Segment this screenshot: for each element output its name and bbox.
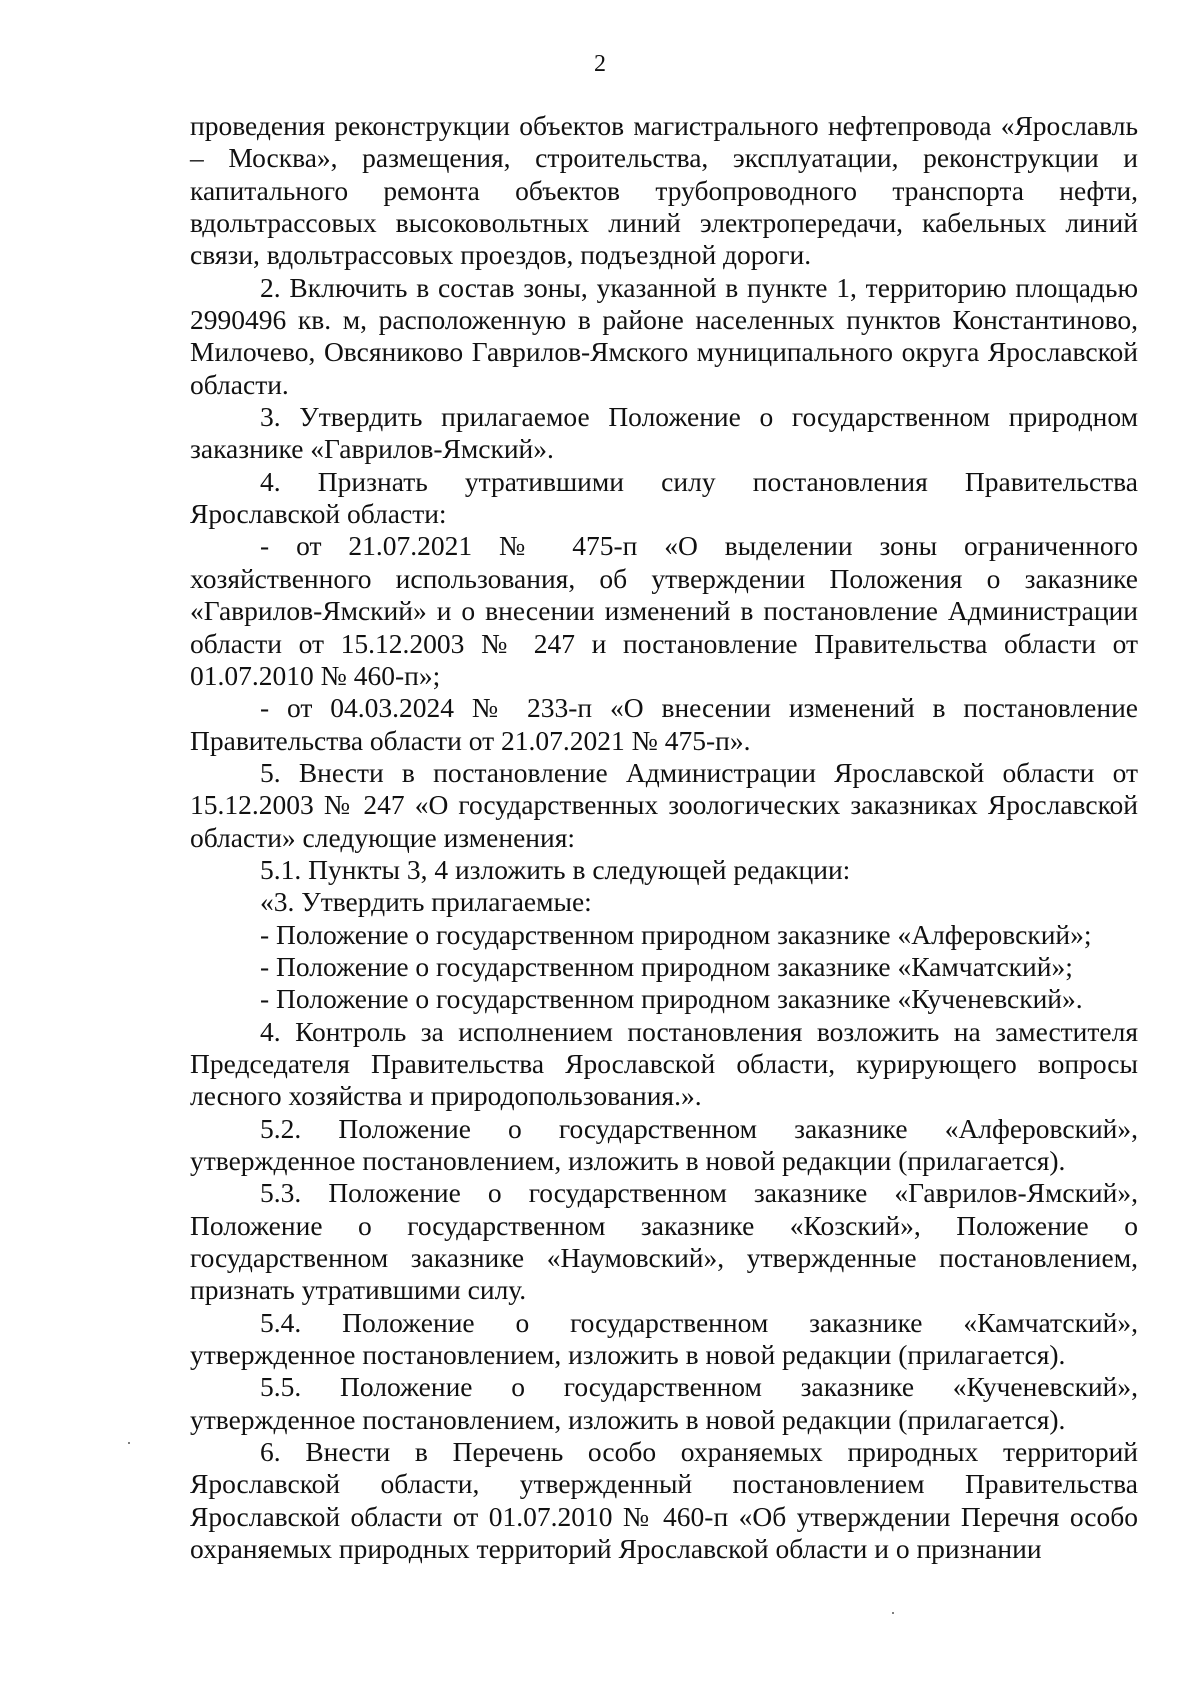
- scan-speck: [128, 1442, 130, 1444]
- paragraph: 6. Внести в Перечень особо охраняемых природных территорий Ярославской области, утвержденный постановлением Правительства Ярославской области от 01.07.2010 № 460-п «Об утверждении Перечня особо охраняемых природных территорий Ярославской области и о признании: [190, 1436, 1138, 1565]
- paragraph: 5.4. Положение о государственном заказнике «Камчатский», утвержденное постановлением, изложить в новой редакции (прилагается).: [190, 1306, 1138, 1371]
- paragraph: 2. Включить в состав зоны, указанной в пункте 1, территорию площадью 2990496 кв. м, расположенную в районе населенных пунктов Константиново, Милочево, Овсяниково Гаврилов-Ямского муниципального округа Ярославской области.: [190, 271, 1138, 400]
- paragraph: проведения реконструкции объектов магистрального нефтепровода «Ярославль – Москва», размещения, строительства, эксплуатации, реконструкции и капитального ремонта объектов трубопроводного транспорта нефти, вдольтрассовых высоковольтных линий электропередачи, кабельных линий связи, вдольтрассовых проездов, подъездной дороги.: [190, 110, 1138, 271]
- paragraph: 4. Признать утратившими силу постановления Правительства Ярославской области:: [190, 465, 1138, 530]
- document-body: [190, 110, 1138, 1565]
- paragraph: «3. Утвердить прилагаемые:: [260, 886, 592, 918]
- paragraph: - Положение о государственном природном заказнике «Камчатский»;: [260, 950, 1073, 982]
- paragraph: 5.2. Положение о государственном заказнике «Алферовский», утвержденное постановлением, изложить в новой редакции (прилагается).: [190, 1112, 1138, 1176]
- paragraph: 3. Утвердить прилагаемое Положение о государственном природном заказнике «Гаврилов-Ямский».: [190, 401, 1138, 465]
- paragraph: - Положение о государственном природном заказнике «Алферовский»;: [260, 918, 1092, 950]
- paragraph: - от 04.03.2024 № 233-п «О внесении изменений в постановление Правительства области от 21.07.2021 № 475-п».: [190, 692, 1138, 756]
- paragraph: 5. Внести в постановление Администрации Ярославской области от 15.12.2003 № 247 «О государственных зоологических заказниках Ярославской области» следующие изменения:: [190, 756, 1138, 853]
- paragraph: - Положение о государственном природном заказнике «Кученевский».: [260, 983, 1083, 1015]
- paragraph: 5.3. Положение о государственном заказнике «Гаврилов-Ямский», Положение о государственном заказнике «Козский», Положение о государственном заказнике «Наумовский», утвержденные постановлением, признать утратившими силу.: [190, 1177, 1138, 1306]
- paragraph: 4. Контроль за исполнением постановления возложить на заместителя Председателя Правительства Ярославской области, курирующего вопросы лесного хозяйства и природопользования.».: [190, 1015, 1138, 1112]
- paragraph: 5.1. Пункты 3, 4 изложить в следующей редакции:: [260, 853, 851, 885]
- paragraph: - от 21.07.2021 № 475-п «О выделении зоны ограниченного хозяйственного использования, об утверждении Положения о заказнике «Гаврилов-Ямский» и о внесении изменений в постановление Администрации области от 15.12.2003 № 247 и постановление Правительства области от 01.07.2010 № 460-п»;: [190, 530, 1138, 691]
- scan-speck: [892, 1612, 894, 1614]
- paragraph: 5.5. Положение о государственном заказнике «Кученевский», утвержденное постановлением, изложить в новой редакции (прилагается).: [190, 1371, 1138, 1435]
- page-number: 2: [594, 51, 606, 77]
